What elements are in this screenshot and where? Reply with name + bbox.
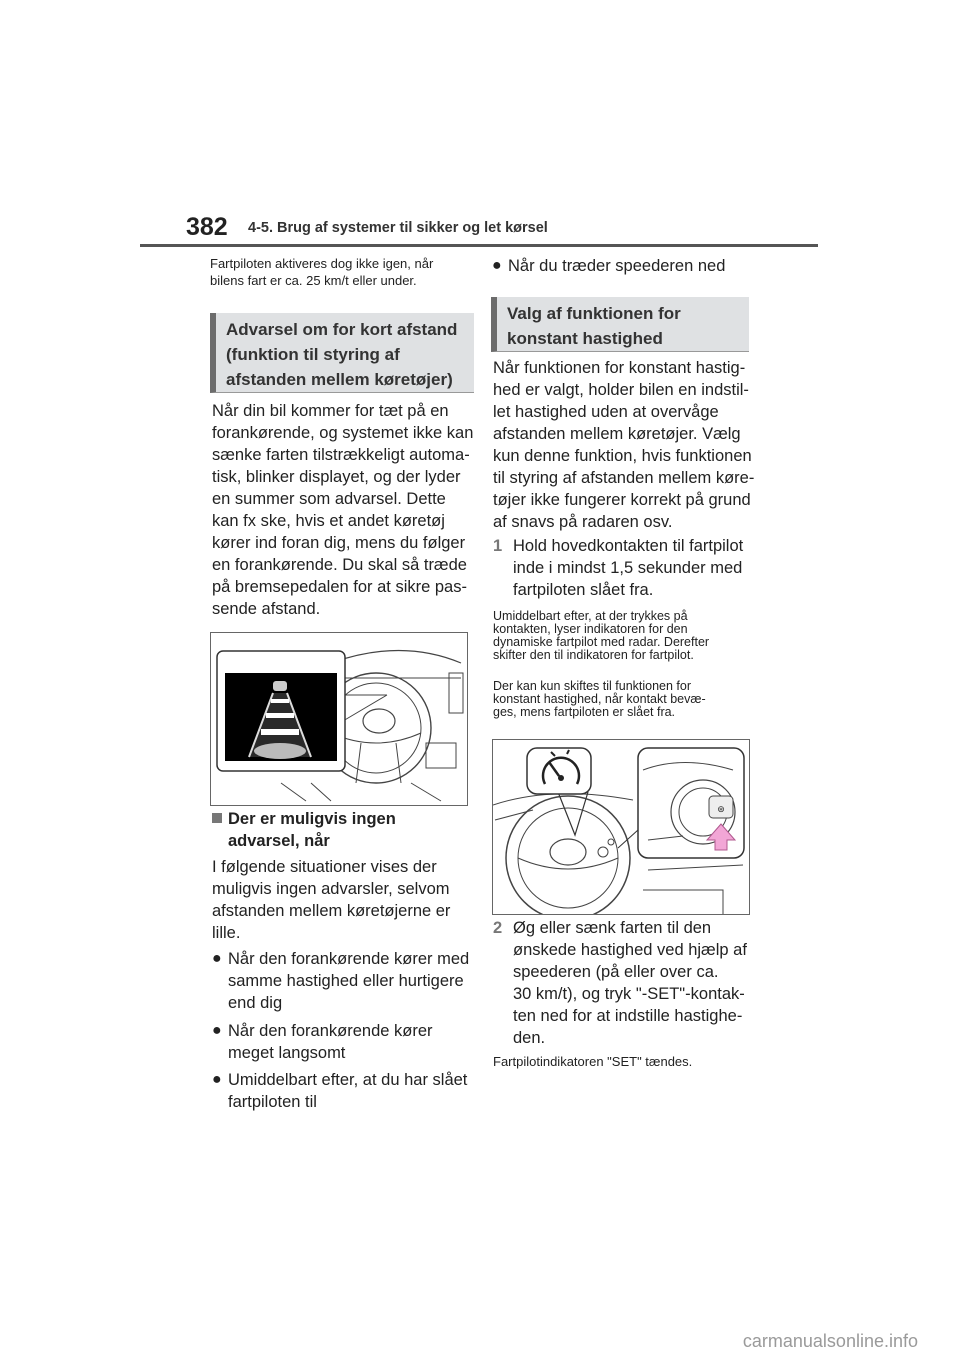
- bullet-text: Når den forankørende kører meget langsomt: [228, 1022, 433, 1062]
- svg-text:⊛: ⊛: [717, 804, 725, 814]
- bullet-dot-icon: ●: [212, 950, 222, 967]
- step1-note: Umiddelbart efter, at der trykkes på kontakten, lyser indikatoren for den dynamiske fartpilot med radar. Derefter skifter den til indikatoren for fartpilot.: [493, 609, 710, 662]
- bullet-dot-icon: ●: [212, 1071, 222, 1088]
- bullet-dot-icon: ●: [492, 257, 502, 274]
- dashboard-illustration: [211, 633, 467, 805]
- subheading-no-warning: [212, 808, 472, 852]
- step1-note-2: Der kan kun skiftes til funktionen for konstant hastighed, når kontakt bevæ- ges, mens fartpiloten er slået fra.: [493, 679, 706, 719]
- header-rule: [140, 244, 818, 247]
- section1-body: Når din bil kommer for tæt på en forankørende, og systemet ikke kan sænke farten tilstrækkeligt automa- tisk, blinker displayet, og der lyder en summer som advarsel. Dette kan fx ske, hvis et andet køretøj kører ind foran dig, mens du følger en forankørende. Du skal så træde på bremsepedalen for at sikre pas- sende afstand.: [212, 402, 474, 618]
- section2-body: Når funktionen for konstant hastig- hed er valgt, holder bilen en indstil- let hastighed uden at overvåge afstanden mellem køretøjer. Vælg kun denne funktion, hvis funktionen til styring af afstanden mellem køre- tøjer ikke fungerer korrekt på grund af snavs på radaren osv.: [493, 359, 755, 531]
- step-number: 2: [493, 919, 503, 937]
- bullet-item: [212, 948, 474, 1014]
- section-title: Advarsel om for kort afstand (funktion til styring af afstanden mellem køretøjer): [226, 320, 458, 389]
- step-number: 1: [493, 537, 503, 555]
- figure-cruise-switch: [492, 739, 750, 915]
- bullet-item: [212, 1020, 474, 1064]
- step-text: Øg eller sænk farten til den ønskede hastighed ved hjælp af speederen (på eller over ca. 30 km/t), og tryk "-SET"-kontak- ten ned for at indstille hastighe- den.: [513, 919, 747, 1047]
- sub-body: I følgende situationer vises der muligvis ingen advarsler, selvom afstanden mellem køretøjerne er lille.: [212, 858, 451, 942]
- step2-note: Fartpilotindikatoren "SET" tændes.: [493, 1054, 693, 1069]
- intro-note: Fartpiloten aktiveres dog ikke igen, når bilens fart er ca. 25 km/t eller under.: [210, 256, 434, 288]
- square-marker-icon: [212, 813, 222, 823]
- bullet-dot-icon: ●: [212, 1022, 222, 1039]
- subheading-text: Der er muligvis ingen advarsel, når: [228, 810, 396, 850]
- step-2: [493, 917, 761, 1049]
- page-number: 382: [186, 213, 228, 241]
- section-title: Valg af funktionen for konstant hastighed: [507, 304, 681, 348]
- step-text: Hold hovedkontakten til fartpilot inde i mindst 1,5 sekunder med fartpiloten slået fra.: [513, 537, 744, 599]
- section-heading-distance-warning: [210, 313, 474, 393]
- section-heading-constant-speed: [491, 297, 749, 352]
- bullet-item: [492, 255, 754, 277]
- bullet-text: Umiddelbart efter, at du har slået fartpiloten til: [228, 1071, 468, 1111]
- chapter-title: 4-5. Brug af systemer til sikker og let kørsel: [248, 220, 548, 236]
- bullet-item: [212, 1069, 474, 1113]
- steering-wheel-illustration: [493, 740, 749, 914]
- bullet-text: Når du træder speederen ned: [508, 257, 726, 275]
- step-1: [493, 535, 761, 601]
- watermark: carmanualsonline.info: [742, 1331, 918, 1351]
- bullet-text: Når den forankørende kører med samme hastighed eller hurtigere end dig: [228, 950, 470, 1012]
- figure-distance-warning: [210, 632, 468, 806]
